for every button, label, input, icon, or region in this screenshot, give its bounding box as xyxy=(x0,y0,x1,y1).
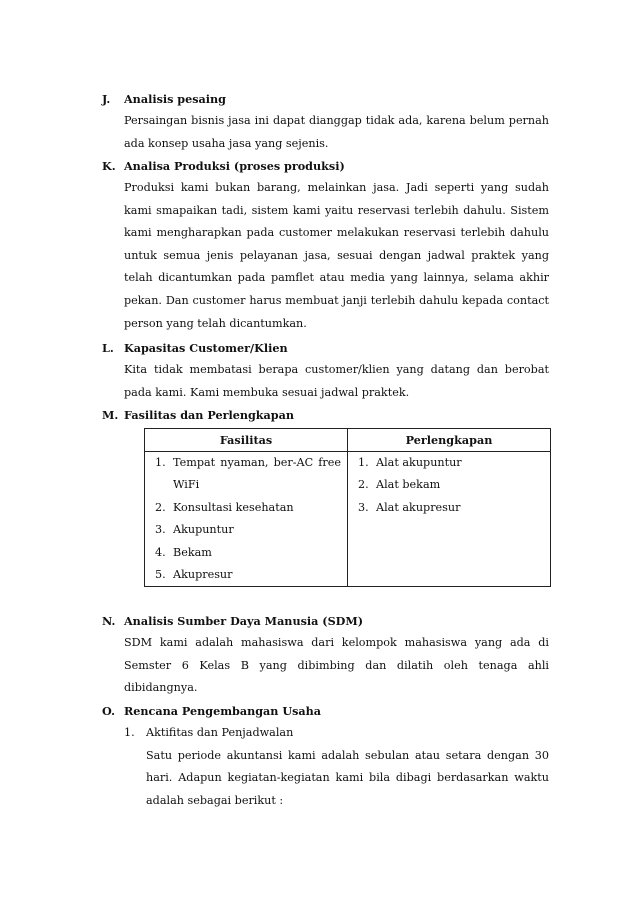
list-number: 3. xyxy=(155,523,166,537)
list-text: Bekam xyxy=(173,545,212,559)
perlengkapan-cell xyxy=(348,452,551,587)
list-number: 2. xyxy=(155,500,166,514)
list-item xyxy=(151,497,341,519)
list-text: Alat akupresur xyxy=(376,500,461,514)
list-item xyxy=(151,564,341,586)
table-row xyxy=(145,452,551,587)
list-text: Alat bekam xyxy=(376,478,441,492)
section-o-title: Rencana Pengembangan Usaha xyxy=(124,704,322,718)
section-k-title: Analisa Produksi (proses produksi) xyxy=(124,159,345,173)
subsection-1-body: Satu periode akuntansi kami adalah sebulan atau setara dengan 30 hari. Adapun kegiatan-kegiatan kami bila dibagi berdasarkan waktu adalah sebagai berikut : xyxy=(146,748,549,807)
section-k-letter: K. xyxy=(102,159,116,173)
section-k-heading xyxy=(102,155,549,177)
section-j-letter: J. xyxy=(102,92,111,106)
fasilitas-cell xyxy=(145,452,348,587)
section-n xyxy=(102,610,549,700)
section-o-letter: O. xyxy=(102,704,115,718)
list-item xyxy=(151,452,341,497)
subsection-1-number: 1. xyxy=(124,726,135,739)
table-header-perlengkapan: Perlengkapan xyxy=(348,429,551,452)
list-number: 5. xyxy=(155,568,166,582)
section-j-title: Analisis pesaing xyxy=(124,92,226,106)
list-number: 2. xyxy=(358,478,369,492)
section-n-letter: N. xyxy=(102,614,116,628)
section-m-letter: M. xyxy=(102,408,119,422)
section-m-heading xyxy=(102,404,549,426)
section-n-body: SDM kami adalah mahasiswa dari kelompok mahasiswa yang ada di Semster 6 Kelas B yang dibimbing dan dilatih oleh tenaga ahli dibidangnya. xyxy=(124,636,549,695)
list-number: 4. xyxy=(155,545,166,559)
list-number: 3. xyxy=(358,500,369,514)
subsection-1 xyxy=(124,722,549,812)
section-l-title: Kapasitas Customer/Klien xyxy=(124,341,288,355)
section-m xyxy=(102,404,549,426)
table-header-row xyxy=(145,429,551,452)
section-l xyxy=(102,337,549,404)
list-item xyxy=(354,474,544,496)
section-n-title: Analisis Sumber Daya Manusia (SDM) xyxy=(124,614,364,628)
list-text: Konsultasi kesehatan xyxy=(173,500,294,514)
section-n-heading xyxy=(102,610,549,632)
section-m-title: Fasilitas dan Perlengkapan xyxy=(124,408,294,422)
list-item xyxy=(151,542,341,564)
section-l-body: Kita tidak membatasi berapa customer/klien yang datang dan berobat pada kami. Kami membuka sesuai jadwal praktek. xyxy=(124,363,549,399)
section-k-body: Produksi kami bukan barang, melainkan jasa. Jadi seperti yang sudah kami smapaikan tadi, sistem kami yaitu reservasi terlebih dahulu. Sistem kami mengharapkan pada customer melakukan reservasi terlebih dahulu untuk semua jenis pelayanan jasa, sesuai dengan jadwal praktek yang telah dicantumkan pada pamflet atau media yang lainnya, selama akhir pekan. Dan customer harus membuat janji terlebih dahulu kepada contact person yang telah dicantumkan. xyxy=(124,181,549,330)
section-l-heading xyxy=(102,337,549,359)
table-header-fasilitas: Fasilitas xyxy=(145,429,348,452)
section-k xyxy=(102,155,549,335)
section-l-letter: L. xyxy=(102,341,114,355)
subsection-1-heading xyxy=(124,722,549,745)
section-o xyxy=(102,700,549,812)
section-j xyxy=(102,88,549,155)
list-number: 1. xyxy=(155,456,166,469)
list-item xyxy=(151,519,341,541)
section-o-heading xyxy=(102,700,549,722)
list-number: 1. xyxy=(358,456,369,469)
list-text: Akupresur xyxy=(173,568,233,582)
subsection-1-title: Aktifitas dan Penjadwalan xyxy=(146,726,294,739)
section-j-body: Persaingan bisnis jasa ini dapat dianggap tidak ada, karena belum pernah ada konsep usaha jasa yang sejenis. xyxy=(124,114,549,150)
list-item xyxy=(354,452,544,474)
section-j-heading xyxy=(102,88,549,110)
list-text: Akupuntur xyxy=(173,523,234,537)
list-text: Tempat nyaman, ber-AC free WiFi xyxy=(173,456,341,492)
list-item xyxy=(354,497,544,519)
list-text: Alat akupuntur xyxy=(376,456,462,469)
facilities-table xyxy=(144,428,551,587)
